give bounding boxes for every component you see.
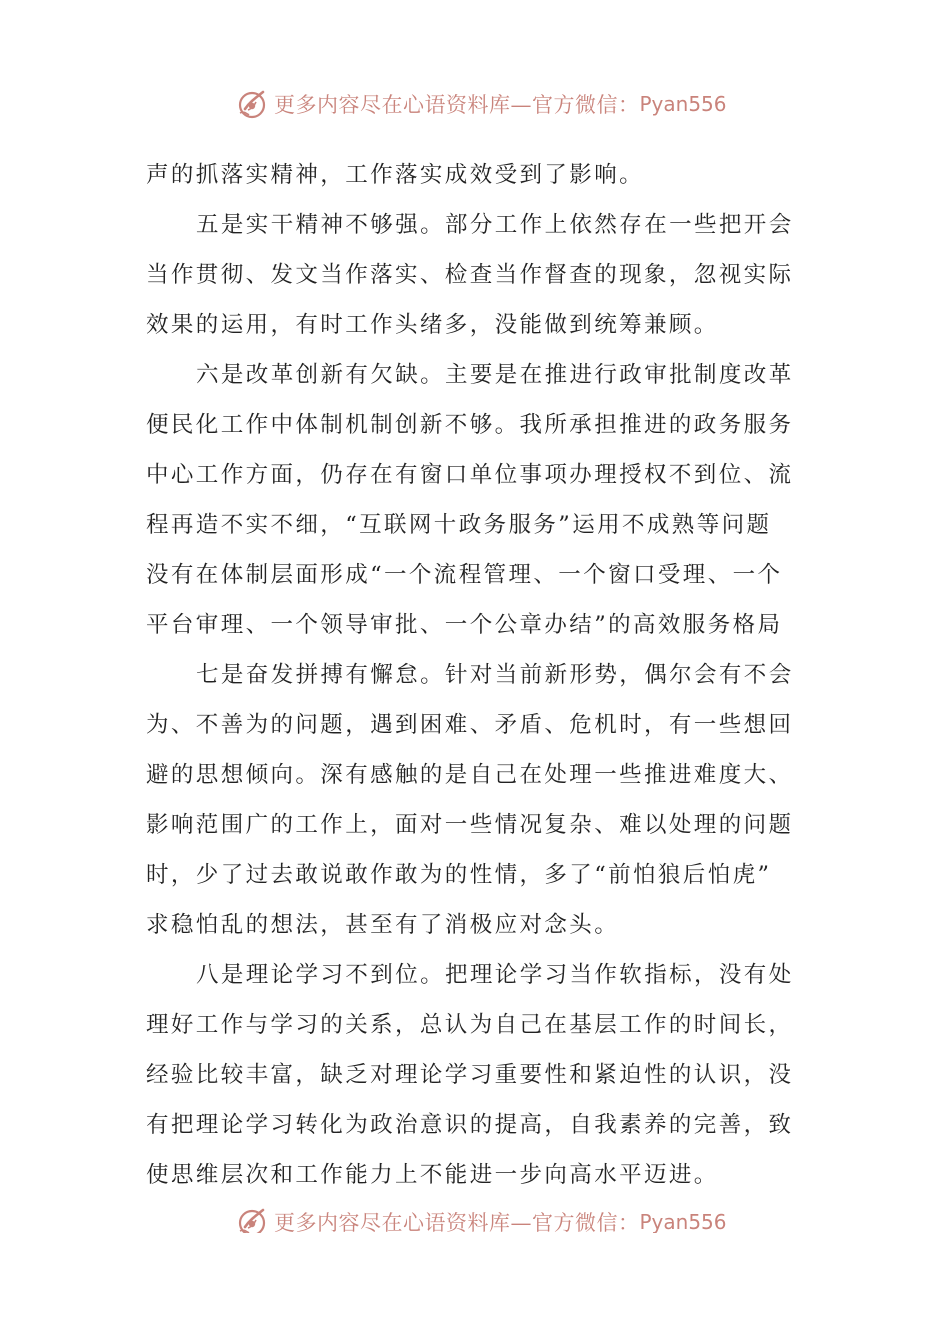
text-line: 理好工作与学习的关系，总认为自己在基层工作的时间长， [146, 1012, 794, 1038]
text-line: 时，少了过去敢说敢作敢为的性情，多了“前怕狼后怕虎” [146, 862, 772, 888]
text-line: 当作贯彻、发文当作落实、检查当作督查的现象，忽视实际 [146, 262, 794, 288]
text-line: 五是实干精神不够强。部分工作上依然存在一些把开会 [196, 212, 794, 238]
document-body [146, 150, 808, 1200]
text-line: 平台审理、一个领导审批、一个公章办结”的高效服务格局 [146, 612, 783, 638]
text-line: 避的思想倾向。深有感触的是自己在处理一些推进难度大、 [146, 762, 794, 788]
text-line: 为、不善为的问题，遇到困难、矛盾、危机时，有一些想回 [146, 712, 794, 738]
text-line: 求稳怕乱的想法，甚至有了消极应对念头。 [146, 912, 620, 938]
text-line: 经验比较丰富，缺乏对理论学习重要性和紧迫性的认识，没 [146, 1062, 794, 1088]
text-line: 声的抓落实精神，工作落实成效受到了影响。 [146, 162, 645, 188]
header-watermark [236, 86, 727, 122]
text-line: 七是奋发拼搏有懈怠。针对当前新形势，偶尔会有不会 [196, 662, 794, 688]
pen-logo-icon [236, 87, 270, 121]
text-line: 八是理论学习不到位。把理论学习当作软指标，没有处 [196, 962, 794, 988]
text-line: 程再造不实不细，“互联网十政务服务”运用不成熟等问题 [146, 512, 772, 538]
text-line: 有把理论学习转化为政治意识的提高，自我素养的完善，致 [146, 1112, 794, 1138]
text-line: 中心工作方面，仍存在有窗口单位事项办理授权不到位、流 [146, 462, 794, 488]
text-line: 便民化工作中体制机制创新不够。我所承担推进的政务服务 [146, 412, 794, 438]
watermark-account: Pyan556 [639, 1210, 727, 1233]
text-line: 没有在体制层面形成“一个流程管理、一个窗口受理、一个 [146, 562, 783, 588]
watermark-text: 更多内容尽在心语资料库—官方微信： [274, 1211, 640, 1233]
watermark-account: Pyan556 [639, 92, 727, 116]
text-line: 影响范围广的工作上，面对一些情况复杂、难以处理的问题 [146, 812, 794, 838]
text-line: 使思维层次和工作能力上不能进一步向高水平迈进。 [146, 1162, 719, 1188]
text-line: 效果的运用，有时工作头绪多，没能做到统筹兼顾。 [146, 312, 719, 338]
text-line: 六是改革创新有欠缺。主要是在推进行政审批制度改革 [196, 362, 794, 388]
pen-logo-icon [236, 1205, 270, 1233]
watermark-text: 更多内容尽在心语资料库—官方微信： [274, 93, 640, 117]
footer-watermark [236, 1205, 727, 1233]
